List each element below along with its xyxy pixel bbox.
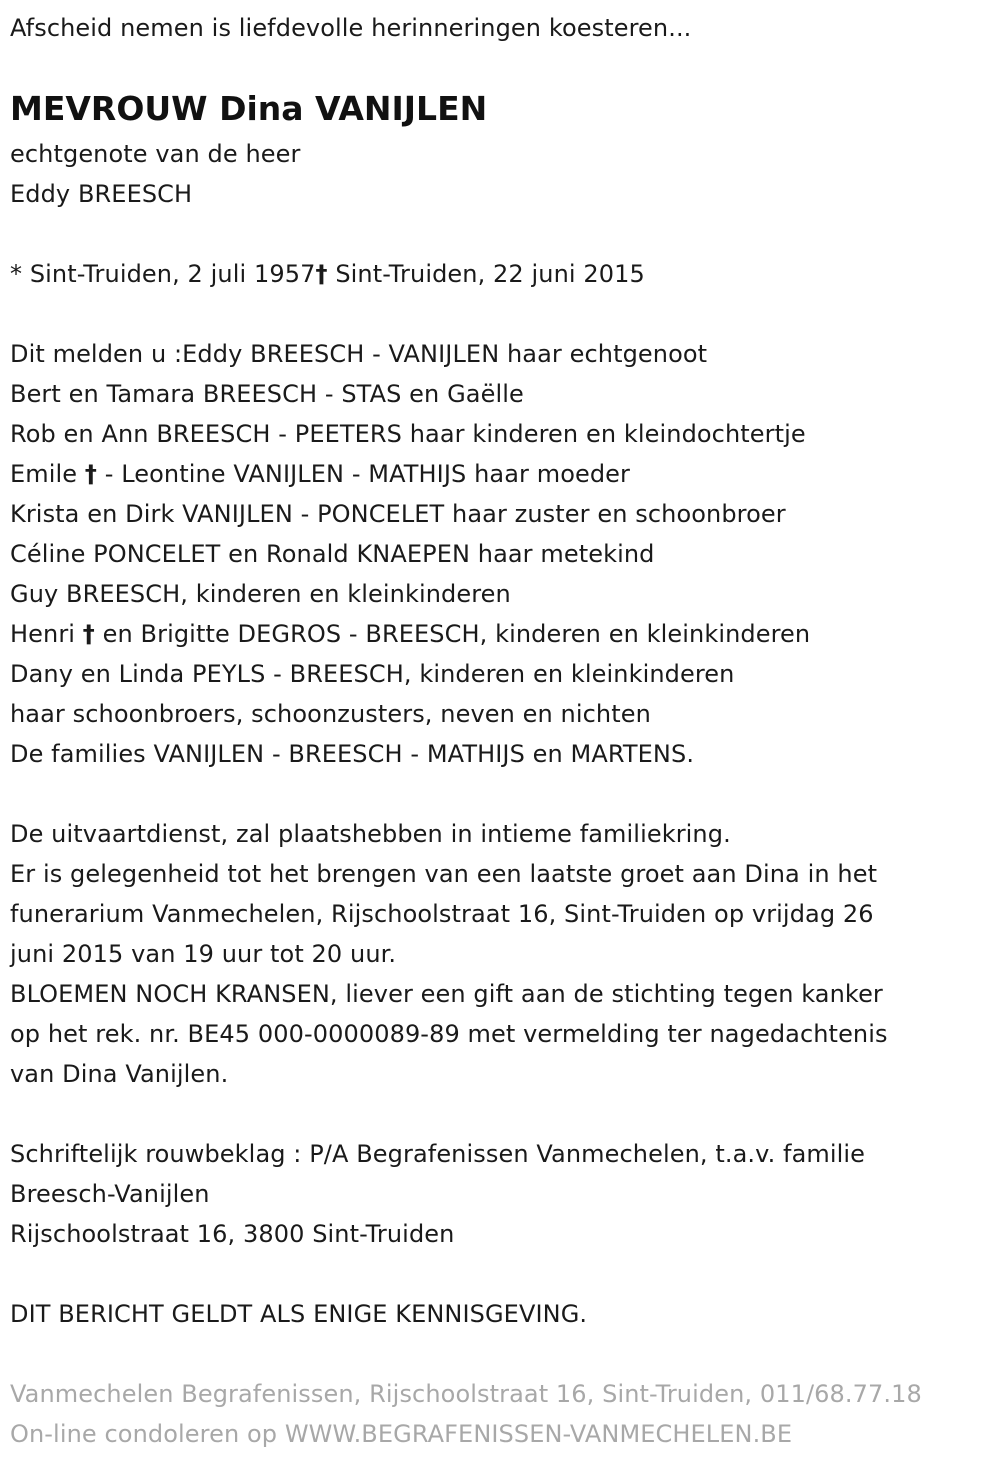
cross-icon: † bbox=[82, 620, 95, 648]
service-line: funerarium Vanmechelen, Rijschoolstraat 16, Sint-Truiden op vrijdag 26 bbox=[10, 900, 874, 928]
family-list bbox=[10, 334, 995, 774]
service-line: van Dina Vanijlen. bbox=[10, 1060, 229, 1088]
spacer bbox=[10, 1334, 995, 1374]
deceased-name: MEVROUW Dina VANIJLEN bbox=[10, 89, 488, 128]
family-name-part: en Brigitte DEGROS - BREESCH, kinderen en kleinkinderen bbox=[94, 620, 811, 648]
spacer bbox=[10, 294, 995, 334]
service-line: juni 2015 van 19 uur tot 20 uur. bbox=[10, 940, 397, 968]
family-line: Rob en Ann BREESCH - PEETERS haar kinderen en kleindochtertje bbox=[10, 420, 806, 448]
service-info bbox=[10, 814, 995, 1094]
family-name-part: - Leontine VANIJLEN - MATHIJS haar moeder bbox=[96, 460, 631, 488]
service-line: op het rek. nr. BE45 000-0000089-89 met vermelding ter nagedachtenis bbox=[10, 1020, 888, 1048]
spacer bbox=[10, 1254, 995, 1294]
birth-date: * Sint-Truiden, 2 juli 1957 bbox=[10, 260, 316, 288]
family-name-part: Emile bbox=[10, 460, 85, 488]
family-line: haar schoonbroers, schoonzusters, neven en nichten bbox=[10, 700, 651, 728]
death-date: Sint-Truiden, 22 juni 2015 bbox=[327, 260, 645, 288]
family-line: Dit melden u :Eddy BREESCH - VANIJLEN haar echtgenoot bbox=[10, 340, 708, 368]
obituary-notice bbox=[10, 8, 995, 1454]
spacer bbox=[10, 214, 995, 254]
cross-icon: † bbox=[315, 260, 328, 288]
family-name-part: Henri bbox=[10, 620, 83, 648]
family-line: Guy BREESCH, kinderen en kleinkinderen bbox=[10, 580, 511, 608]
family-line bbox=[10, 614, 995, 654]
condolence-address bbox=[10, 1134, 995, 1254]
family-line: Dany en Linda PEYLS - BREESCH, kinderen en kleinkinderen bbox=[10, 660, 735, 688]
spouse-label: echtgenote van de heer bbox=[10, 140, 301, 168]
family-line: Krista en Dirk VANIJLEN - PONCELET haar zuster en schoonbroer bbox=[10, 500, 786, 528]
service-line: De uitvaartdienst, zal plaatshebben in intieme familiekring. bbox=[10, 820, 731, 848]
funeral-home-footer bbox=[10, 1374, 995, 1454]
spouse-name: Eddy BREESCH bbox=[10, 180, 193, 208]
condolence-line: Breesch-Vanijlen bbox=[10, 1180, 210, 1208]
life-dates bbox=[10, 254, 995, 294]
spacer bbox=[10, 48, 995, 84]
service-line: BLOEMEN NOCH KRANSEN, liever een gift aan de stichting tegen kanker bbox=[10, 980, 883, 1008]
condolence-line: Rijschoolstraat 16, 3800 Sint-Truiden bbox=[10, 1220, 455, 1248]
intro-text: Afscheid nemen is liefdevolle herinneringen koesteren... bbox=[10, 14, 692, 42]
condolence-line: Schriftelijk rouwbeklag : P/A Begrafenissen Vanmechelen, t.a.v. familie bbox=[10, 1140, 866, 1168]
spacer bbox=[10, 1094, 995, 1134]
notice-text: DIT BERICHT GELDT ALS ENIGE KENNISGEVING. bbox=[10, 1300, 588, 1328]
service-line: Er is gelegenheid tot het brengen van een laatste groet aan Dina in het bbox=[10, 860, 878, 888]
family-line: Céline PONCELET en Ronald KNAEPEN haar metekind bbox=[10, 540, 655, 568]
footer-contact: Vanmechelen Begrafenissen, Rijschoolstraat 16, Sint-Truiden, 011/68.77.18 bbox=[10, 1380, 922, 1408]
family-line: Bert en Tamara BREESCH - STAS en Gaëlle bbox=[10, 380, 524, 408]
spacer bbox=[10, 774, 995, 814]
footer-website: On-line condoleren op WWW.BEGRAFENISSEN-VANMECHELEN.BE bbox=[10, 1420, 793, 1448]
family-line: De families VANIJLEN - BREESCH - MATHIJS en MARTENS. bbox=[10, 740, 695, 768]
family-line bbox=[10, 454, 995, 494]
cross-icon: † bbox=[84, 460, 97, 488]
